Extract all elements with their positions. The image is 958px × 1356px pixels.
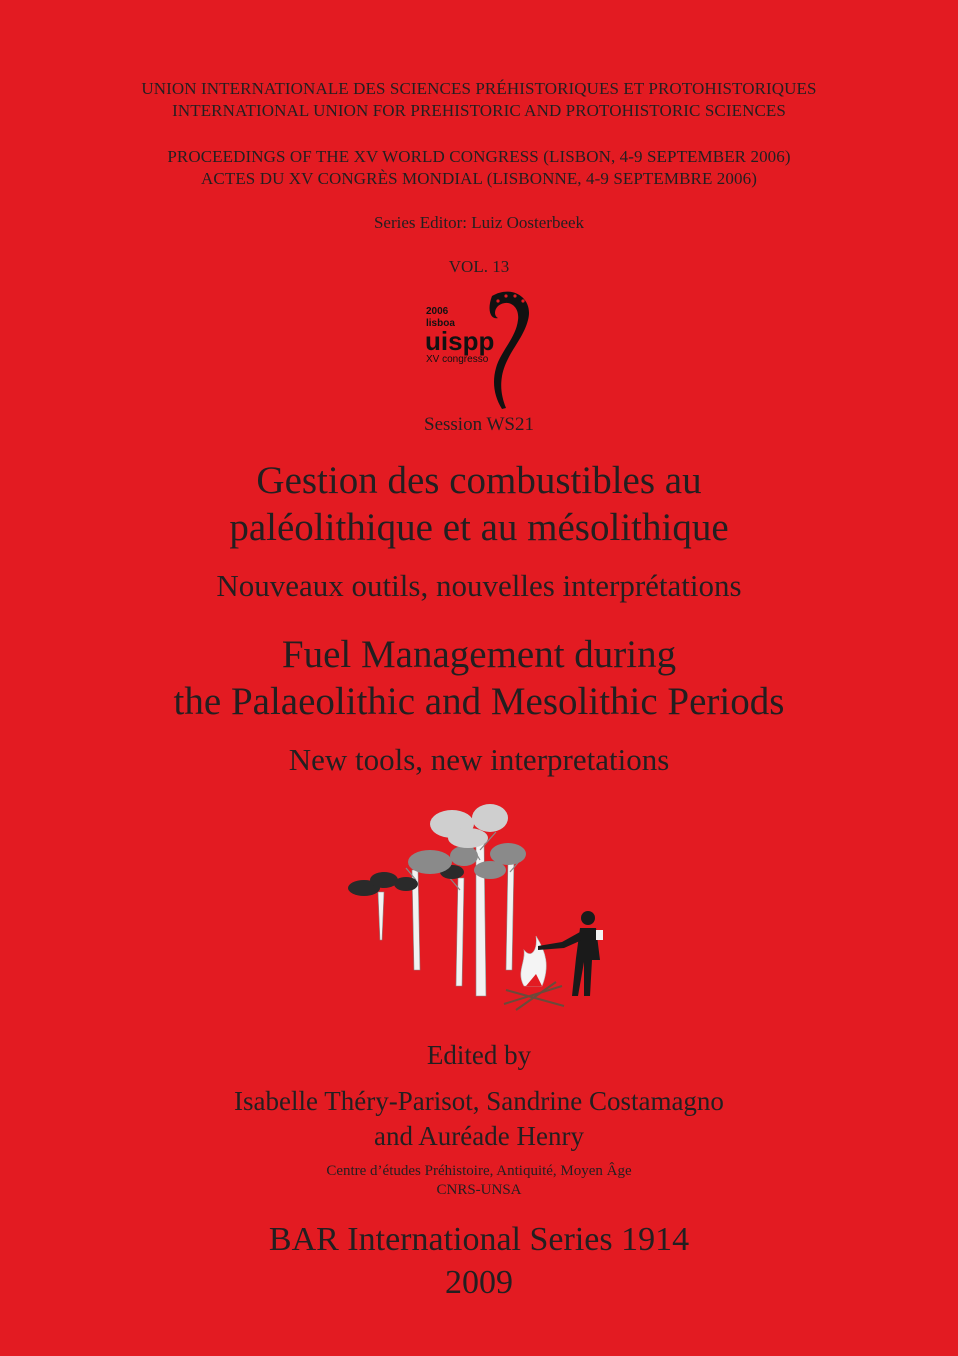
logo-acronym: uispp (425, 326, 495, 356)
subtitle-fr: Nouveaux outils, nouvelles interprétations (216, 568, 742, 603)
trees-and-campfire-illustration (340, 800, 620, 1024)
header-line-3: PROCEEDINGS OF THE XV WORLD CONGRESS (LISBON, 4-9 SEPTEMBER 2006) (167, 147, 791, 166)
institution-line-1: Centre d’études Préhistoire, Antiquité, Moyen Âge (326, 1163, 632, 1179)
logo-year: 2006 (426, 306, 449, 317)
editors-line-2: and Auréade Henry (374, 1121, 584, 1151)
publication-year: 2009 (445, 1264, 513, 1301)
title-fr-line-1: Gestion des combustibles au (256, 459, 702, 502)
session-label: Session WS21 (424, 414, 534, 435)
logo-congress: XV congresso (426, 354, 489, 365)
header-line-1: UNION INTERNATIONALE DES SCIENCES PRÉHISTORIQUES ET PROTOHISTORIQUES (141, 79, 817, 98)
institution-line-2: CNRS-UNSA (436, 1182, 522, 1198)
series-number: BAR International Series 1914 (268, 1221, 690, 1258)
header-line-4: ACTES DU XV CONGRÈS MONDIAL (LISBONNE, 4-9 SEPTEMBRE 2006) (201, 169, 757, 188)
title-fr-line-2: paléolithique et au mésolithique (229, 506, 729, 549)
title-en-line-1: Fuel Management during (281, 633, 677, 676)
editors-line-1: Isabelle Théry-Parisot, Sandrine Costamagno (234, 1086, 724, 1116)
volume-number: VOL. 13 (448, 257, 510, 276)
edited-by-label: Edited by (426, 1040, 532, 1070)
header-line-2: INTERNATIONAL UNION FOR PREHISTORIC AND PROTOHISTORIC SCIENCES (172, 101, 786, 120)
title-en-line-2: the Palaeolithic and Mesolithic Periods (173, 680, 785, 723)
logo-city: lisboa (426, 318, 455, 329)
uispp-logo (420, 284, 540, 410)
logo-flourish (490, 292, 529, 409)
series-editor: Series Editor: Luiz Oosterbeek (373, 213, 585, 232)
subtitle-en: New tools, new interpretations (288, 742, 670, 777)
